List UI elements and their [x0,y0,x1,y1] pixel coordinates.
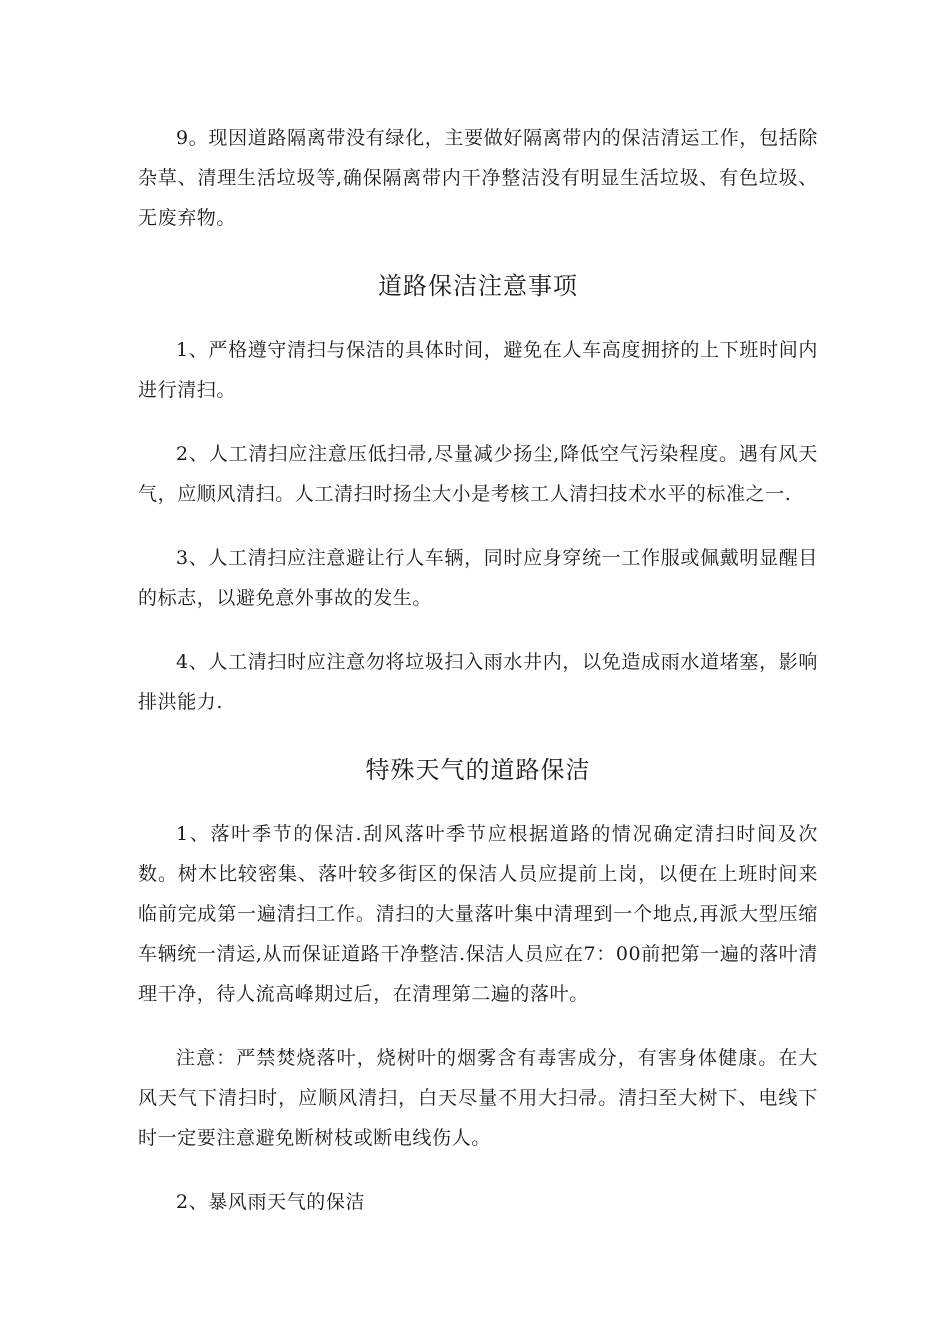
section-heading-special-weather: 特殊天气的道路保洁 [365,756,591,784]
road-cleaning-item-3: 3、人工清扫应注意避让行人车辆，同时应身穿统一工作服或佩戴明显醒目的标志，以避免意外事故的发生。 [138,547,818,609]
special-weather-item-1: 1、落叶季节的保洁.刮风落叶季节应根据道路的情况确定清扫时间及次数。树木比较密集、落叶较多街区的保洁人员应提前上岗，以便在上班时间来临前完成第一遍清扫工作。清扫的大量落叶集中清理到一个地点,再派大型压缩车辆统一清运,从而保证道路干净整洁.保洁人员应在7：00前把第一遍的落叶清理干净，待人流高峰期过后，在清理第二遍的落叶。 [138,823,818,1005]
paragraph-item-9: 9。现因道路隔离带没有绿化，主要做好隔离带内的保洁清运工作，包括除杂草、清理生活垃圾等,确保隔离带内干净整洁没有明显生活垃圾、有色垃圾、无废弃物。 [138,127,818,229]
special-weather-note: 注意：严禁焚烧落叶，烧树叶的烟雾含有毒害成分，有害身体健康。在大风天气下清扫时，应顺风清扫，白天尽量不用大扫帚。清扫至大树下、电线下时一定要注意避免断树枝或断电线伤人。 [138,1047,818,1149]
road-cleaning-item-1: 1、严格遵守清扫与保洁的具体时间，避免在人车高度拥挤的上下班时间内进行清扫。 [138,339,818,401]
document-body [138,118,818,1222]
section-heading-road-cleaning: 道路保洁注意事项 [378,272,578,300]
special-weather-item-2: 2、暴风雨天气的保洁 [176,1191,366,1213]
road-cleaning-item-4: 4、人工清扫时应注意勿将垃圾扫入雨水井内，以免造成雨水道堵塞，影响排洪能力. [138,651,818,713]
road-cleaning-item-2: 2、人工清扫应注意压低扫帚,尽量减少扬尘,降低空气污染程度。遇有风天气，应顺风清扫。人工清扫时扬尘大小是考核工人清扫技术水平的标准之一. [138,443,818,505]
